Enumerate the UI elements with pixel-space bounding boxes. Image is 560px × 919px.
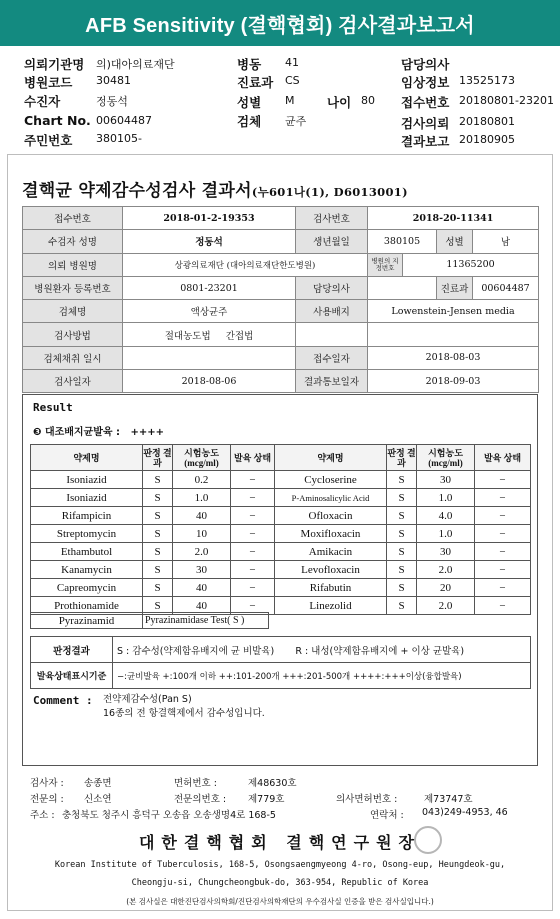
cell-conc: 30 xyxy=(417,471,475,489)
comment-line-1: 전약제감수성(Pan S) xyxy=(103,694,192,705)
cell-drug: Moxifloxacin xyxy=(275,525,387,543)
sex-label: 성별 xyxy=(237,95,262,110)
cell-label: 성별 xyxy=(437,230,473,253)
criteria-r: R : 내성(약제함유배지에 + 이상 균발육) xyxy=(295,645,465,657)
cell-growth: − xyxy=(475,489,531,507)
column-header: 발육 상태 xyxy=(231,445,275,471)
cell-growth: − xyxy=(475,507,531,525)
cell-conc: 0.2 xyxy=(173,471,231,489)
receipt-no-value: 20180801-23201 xyxy=(459,94,554,107)
cell-judge: S xyxy=(143,471,173,489)
cell-drug: Isoniazid xyxy=(31,489,143,507)
cell-growth: − xyxy=(475,561,531,579)
control-growth-label: ❸ 대조배지균발육 : xyxy=(33,427,121,438)
report-date-value: 20180905 xyxy=(459,133,515,146)
institution-value: 의)대아의료재단 xyxy=(96,58,175,71)
pyrazinamide-result: Pyrazinamidase Test( S ) xyxy=(145,615,245,626)
cell-conc: 30 xyxy=(417,543,475,561)
specialist-no-value: 제779호 xyxy=(248,794,285,805)
cell-drug: Linezolid xyxy=(275,597,387,615)
table-row xyxy=(31,579,531,597)
result-heading: Result xyxy=(33,401,73,414)
cell-judge: S xyxy=(143,507,173,525)
report-subtitle: (누601나(1), D6013001) xyxy=(251,185,408,199)
chart-no-label: Chart No. xyxy=(24,113,91,128)
cell-judge: S xyxy=(387,471,417,489)
criteria-label: 판정결과 xyxy=(31,637,113,663)
cell-value xyxy=(368,323,539,346)
tester-name: 송종면 xyxy=(84,778,112,789)
cell-growth: − xyxy=(231,543,275,561)
cell-growth: − xyxy=(231,489,275,507)
cell-conc: 2.0 xyxy=(417,561,475,579)
patient-label: 수진자 xyxy=(24,94,61,109)
cell-value: 00604487 xyxy=(473,276,539,299)
cell-judge: S xyxy=(387,525,417,543)
cell-value: 11365200 xyxy=(403,253,539,276)
doctor-license-label: 의사면허번호 : xyxy=(336,794,398,805)
column-header: 시험농도 (mcg/ml) xyxy=(417,445,475,471)
ssn-label: 주민번호 xyxy=(24,133,73,148)
contact-value: 043)249-4953, 46 xyxy=(422,807,508,818)
cell-conc: 40 xyxy=(173,597,231,615)
specialist-name: 신소연 xyxy=(84,794,112,805)
cell-judge: S xyxy=(387,561,417,579)
cell-growth: − xyxy=(475,543,531,561)
age-label: 나이 xyxy=(327,95,352,110)
cell-judge: S xyxy=(143,597,173,615)
cell-growth: − xyxy=(231,597,275,615)
cell-label: 검체명 xyxy=(23,300,123,323)
cell-conc: 40 xyxy=(173,507,231,525)
cell-drug: Amikacin xyxy=(275,543,387,561)
cell-label: 검체채취 일시 xyxy=(23,346,123,369)
hospital-code-label: 병원코드 xyxy=(24,75,73,90)
cell-drug: Levofloxacin xyxy=(275,561,387,579)
comment-line-2: 16종의 전 항결핵제에서 감수성입니다. xyxy=(103,708,265,719)
cell-growth: − xyxy=(475,525,531,543)
dept-value: CS xyxy=(285,74,300,87)
ward-value: 41 xyxy=(285,56,299,69)
column-header: 약제명 xyxy=(31,445,143,471)
cell-conc: 40 xyxy=(173,579,231,597)
cell-label: 결과통보일자 xyxy=(296,370,368,393)
table-row xyxy=(23,207,539,230)
criteria-table xyxy=(30,636,531,689)
report-title-text: 결핵균 약제감수성검사 결과서 xyxy=(22,181,252,201)
cell-value xyxy=(123,323,296,346)
clinical-label: 임상정보 xyxy=(401,75,450,90)
cell-growth: − xyxy=(231,579,275,597)
cell-conc: 20 xyxy=(417,579,475,597)
tester-label: 검사자 : xyxy=(30,778,64,789)
column-header: 판정 결과 xyxy=(387,445,417,471)
cell-conc: 30 xyxy=(173,561,231,579)
table-row xyxy=(31,525,531,543)
report-banner xyxy=(0,0,560,46)
column-header: 시험농도 (mcg/ml) xyxy=(173,445,231,471)
specimen-info-table xyxy=(22,206,539,393)
cell-growth: − xyxy=(231,561,275,579)
cell-judge: S xyxy=(143,525,173,543)
cell-judge: S xyxy=(143,561,173,579)
control-growth-value: ++++ xyxy=(130,427,165,438)
table-row xyxy=(31,663,531,689)
cell-label: 접수번호 xyxy=(23,207,123,230)
cell-drug: Isoniazid xyxy=(31,471,143,489)
criteria-value xyxy=(113,637,531,663)
cell-label: 병원의 지정번호 xyxy=(368,253,403,276)
cell-judge: S xyxy=(387,489,417,507)
cell-value xyxy=(123,346,296,369)
cell-drug: Capreomycin xyxy=(31,579,143,597)
specialist-no-label: 전문의번호 : xyxy=(174,794,227,805)
cell-conc: 2.0 xyxy=(417,597,475,615)
cell-value: 정동석 xyxy=(123,230,296,253)
cell-value: 상광의료재단 (대아의료재단한도병원) xyxy=(123,253,368,276)
cell-drug: Prothionamide xyxy=(31,597,143,615)
cell-value: 남 xyxy=(473,230,539,253)
cell-value: 2018-08-06 xyxy=(123,370,296,393)
cell-value: 2018-09-03 xyxy=(368,370,539,393)
cell-label: 생년월일 xyxy=(296,230,368,253)
cell-growth: − xyxy=(231,525,275,543)
receipt-no-label: 접수번호 xyxy=(401,95,450,110)
cell-label: 검사방법 xyxy=(23,323,123,346)
cell-value: 2018-20-11341 xyxy=(368,207,539,230)
cell-judge: S xyxy=(387,579,417,597)
control-growth xyxy=(33,423,164,438)
cell-label: 병원환자 등록번호 xyxy=(23,276,123,299)
cell-growth: − xyxy=(475,579,531,597)
cell-growth: − xyxy=(475,597,531,615)
cell-conc: 4.0 xyxy=(417,507,475,525)
cell-label: 접수일자 xyxy=(296,346,368,369)
specialist-label: 전문의 : xyxy=(30,794,64,805)
sex-value: M xyxy=(285,94,295,107)
table-row xyxy=(31,561,531,579)
table-row xyxy=(23,323,539,346)
cell-conc: 1.0 xyxy=(173,489,231,507)
chart-no-value: 00604487 xyxy=(96,114,152,127)
table-row xyxy=(31,637,531,663)
address-value: 충청북도 청주시 흥덕구 오송읍 오송생명4로 168-5 xyxy=(62,810,276,821)
table-row xyxy=(23,253,539,276)
method-absolute: 절대농도법 xyxy=(164,330,211,342)
institute-name: 대한결핵협회 결핵연구원장 xyxy=(138,833,422,852)
column-header: 약제명 xyxy=(275,445,387,471)
cell-judge: S xyxy=(387,597,417,615)
table-row xyxy=(31,489,531,507)
cell-drug: Ofloxacin xyxy=(275,507,387,525)
cell-growth: − xyxy=(231,507,275,525)
english-address-line-2: Cheongju-si, Chungcheongbuk-do, 363-954, Republic of Korea xyxy=(131,878,429,888)
clinical-value: 13525173 xyxy=(459,74,515,87)
cell-label: 검사번호 xyxy=(296,207,368,230)
method-indirect: 간접법 xyxy=(225,330,254,342)
table-row xyxy=(23,276,539,299)
table-header-row xyxy=(31,445,531,471)
growth-criteria-label: 발육상태표시기준 xyxy=(31,663,113,689)
cell-conc: 1.0 xyxy=(417,525,475,543)
institution-label: 의뢰기관명 xyxy=(24,57,85,72)
cell-drug: Kanamycin xyxy=(31,561,143,579)
table-row xyxy=(23,230,539,253)
cell-label: 사용배지 xyxy=(296,300,368,323)
column-header: 발육 상태 xyxy=(475,445,531,471)
cell-label: 진료과 xyxy=(437,276,473,299)
table-row xyxy=(23,370,539,393)
cell-drug: Ethambutol xyxy=(31,543,143,561)
cell-judge: S xyxy=(143,543,173,561)
table-row xyxy=(31,507,531,525)
request-date-label: 검사의뢰 xyxy=(401,116,450,131)
cell-drug: Cycloserine xyxy=(275,471,387,489)
cell-judge: S xyxy=(387,507,417,525)
report-date-label: 결과보고 xyxy=(401,134,450,149)
address-label: 주소 : xyxy=(30,810,55,821)
table-row xyxy=(31,471,531,489)
drug-sensitivity-table xyxy=(30,444,531,615)
certification-footnote: (본 검사실은 대한진단검사의학회/진단검사의학재단의 우수검사실 인증을 받은 검사실입니다.) xyxy=(126,897,434,906)
cell-growth: − xyxy=(231,471,275,489)
age-value: 80 xyxy=(361,94,375,107)
pyrazinamide-row xyxy=(30,612,269,629)
cell-value: Lowenstein-Jensen media xyxy=(368,300,539,323)
request-date-value: 20180801 xyxy=(459,115,515,128)
table-row xyxy=(23,300,539,323)
cell-label: 담당의사 xyxy=(296,276,368,299)
cell-conc: 1.0 xyxy=(417,489,475,507)
cell-value: 380105 xyxy=(368,230,437,253)
cell-value xyxy=(296,323,368,346)
cell-value xyxy=(368,276,437,299)
cell-drug: Rifampicin xyxy=(31,507,143,525)
cell-judge: S xyxy=(387,543,417,561)
ward-label: 병동 xyxy=(237,57,262,72)
cell-label: 수검자 성명 xyxy=(23,230,123,253)
cell-drug: Streptomycin xyxy=(31,525,143,543)
license-value: 제48630호 xyxy=(248,778,297,789)
cell-value: 2018-08-03 xyxy=(368,346,539,369)
pyrazinamide-drug: Pyrazinamid xyxy=(31,613,143,628)
cell-value: 액상균주 xyxy=(123,300,296,323)
cell-drug: Rifabutin xyxy=(275,579,387,597)
comment-label: Comment : xyxy=(33,694,93,707)
table-row xyxy=(31,543,531,561)
cell-conc: 10 xyxy=(173,525,231,543)
cell-drug: P-Aminosalicylic Acid xyxy=(275,489,387,507)
patient-value: 정동석 xyxy=(96,95,128,108)
cell-value: 0801-23201 xyxy=(123,276,296,299)
growth-criteria-value: −:균비발육 +:100개 이하 ++:101-200개 +++:201-500개 ++++:+++이상(융합발육) xyxy=(113,663,531,689)
cell-label: 검사일자 xyxy=(23,370,123,393)
cell-judge: S xyxy=(143,579,173,597)
cell-value: 2018-01-2-19353 xyxy=(123,207,296,230)
hospital-code-value: 30481 xyxy=(96,74,131,87)
cell-growth: − xyxy=(475,471,531,489)
banner-title: AFB Sensitivity (결핵협회) 검사결과보고서 xyxy=(85,14,475,37)
specimen-value: 균주 xyxy=(285,115,307,128)
license-label: 면허번호 : xyxy=(174,778,217,789)
criteria-s: S : 감수성(약제함유배지에 균 비발육) xyxy=(117,645,275,657)
patient-info-header xyxy=(0,52,560,152)
cell-judge: S xyxy=(143,489,173,507)
table-row xyxy=(23,346,539,369)
report-title xyxy=(22,176,408,201)
ssn-value: 380105- xyxy=(96,132,142,145)
doctor-license-value: 제73747호 xyxy=(424,794,473,805)
contact-label: 연락처 : xyxy=(370,810,404,821)
cell-conc: 2.0 xyxy=(173,543,231,561)
doctor-label: 담당의사 xyxy=(401,57,450,72)
specimen-label: 검체 xyxy=(237,114,262,129)
cell-label: 의뢰 병원명 xyxy=(23,253,123,276)
column-header: 판정 결과 xyxy=(143,445,173,471)
english-address-line-1: Korean Institute of Tuberculosis, 168-5, Osongsaengmyeong 4-ro, Osong-eup, Heungdeok-gu, xyxy=(54,860,506,870)
dept-label: 진료과 xyxy=(237,75,274,90)
